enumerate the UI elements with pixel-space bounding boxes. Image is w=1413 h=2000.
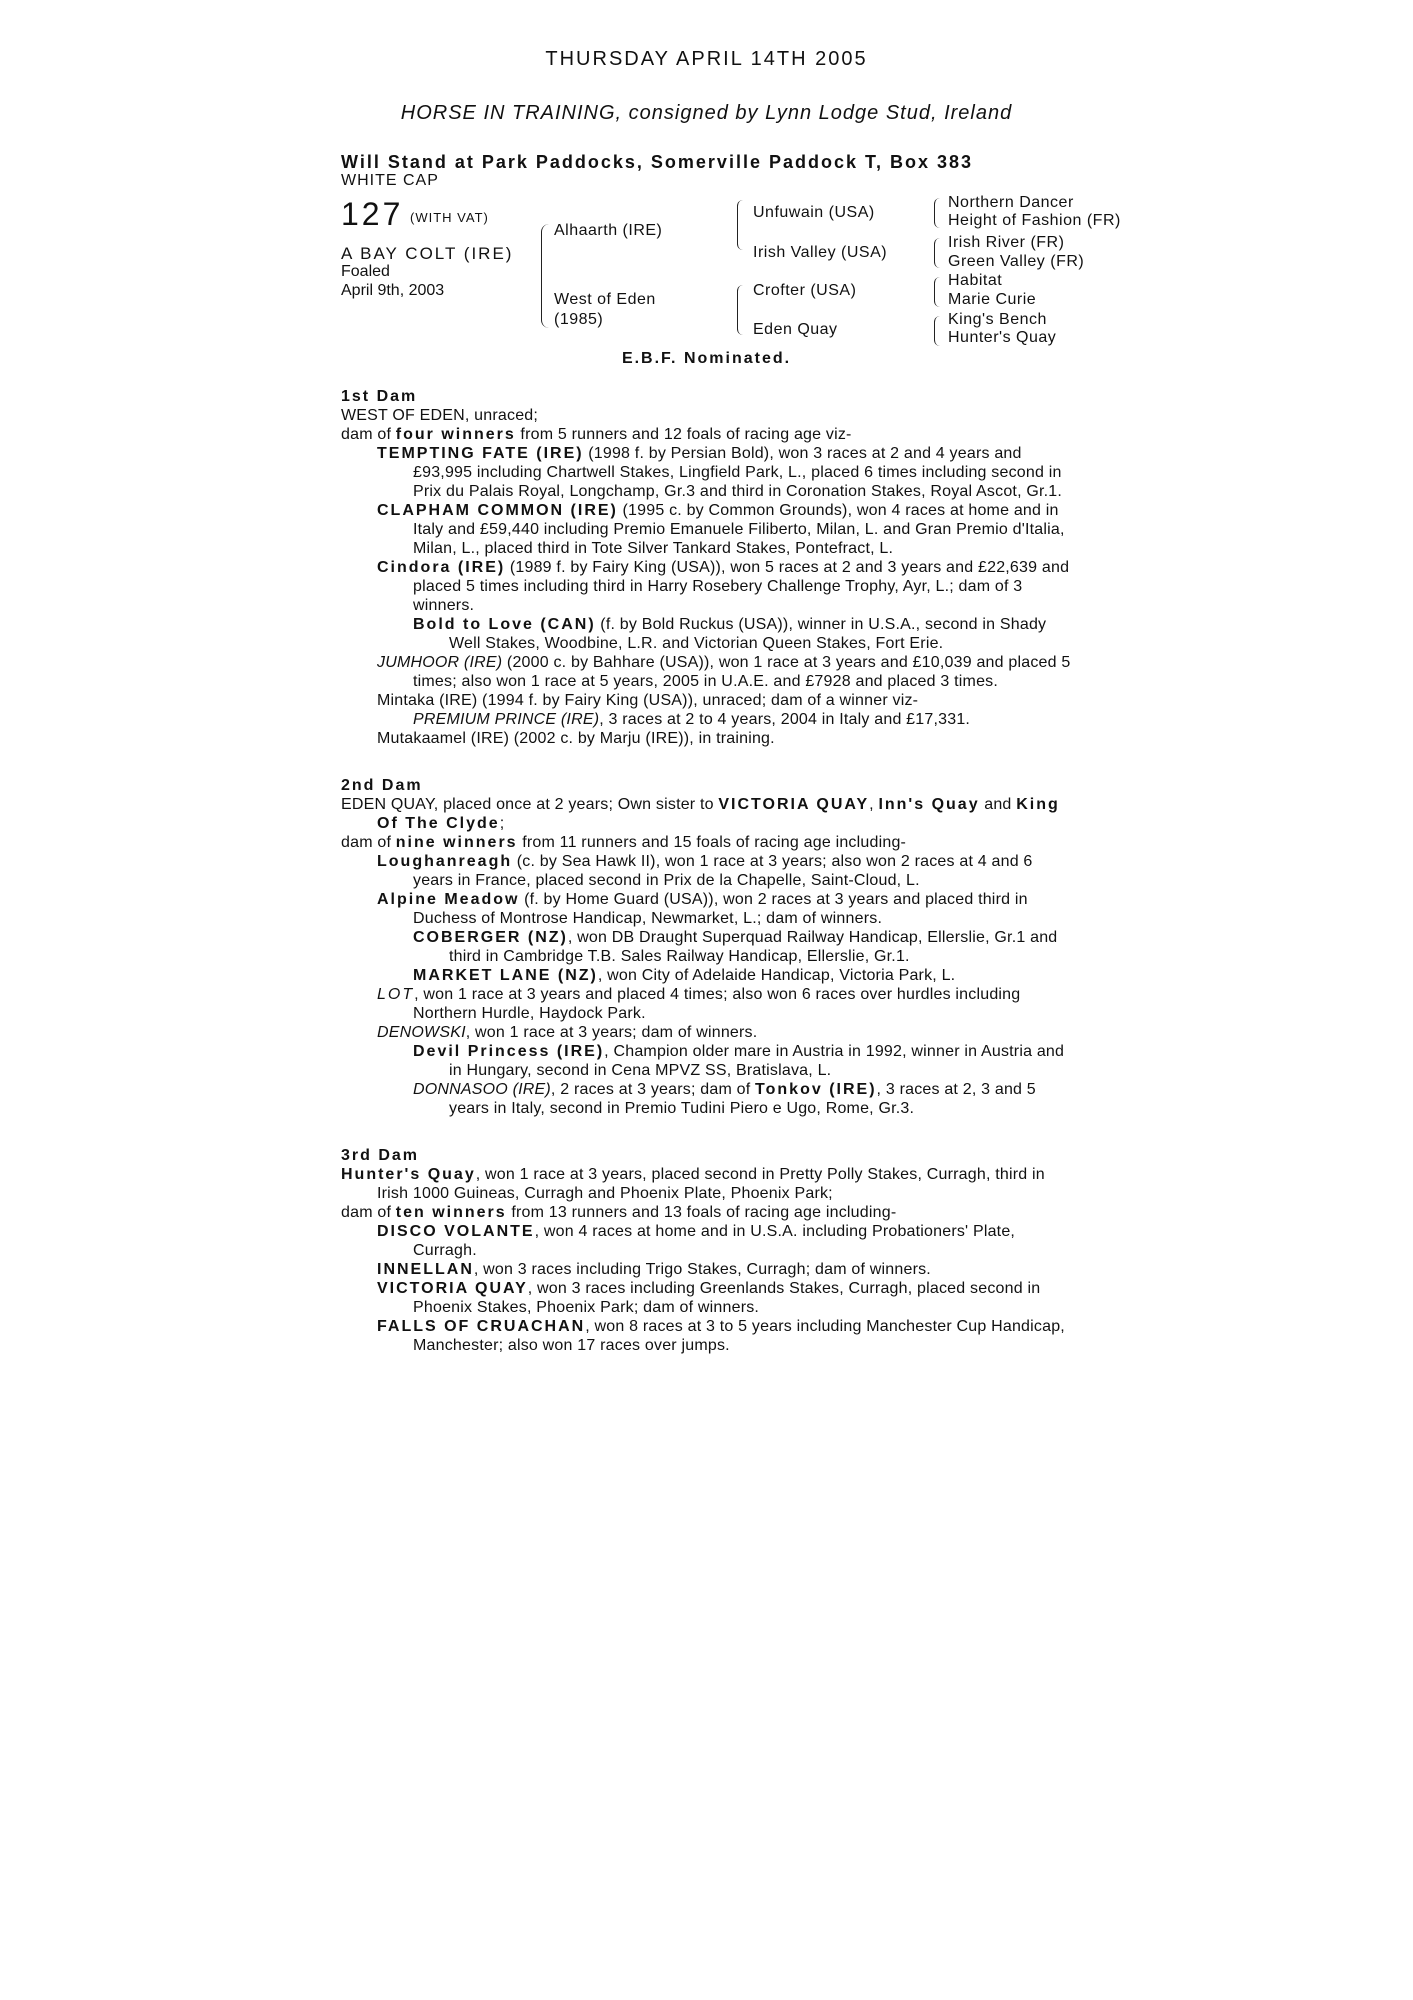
pedigree-g8: Hunter's Quay	[948, 329, 1057, 346]
pedigree-g6: Marie Curie	[948, 291, 1037, 308]
second-dam-grandproduce-item: COBERGER (NZ), won DB Draught Superquad Railway Handicap, Ellerslie, Gr.1 and third in Cambridge T.B. Sales Railway Handicap, Ellerslie, Gr.1.	[413, 929, 1058, 965]
first-dam-produce-item: Mintaka (IRE) (1994 f. by Fairy King (USA)), unraced; dam of a winner viz-	[377, 692, 919, 709]
stand-location: Will Stand at Park Paddocks, Somerville Paddock T, Box 383	[341, 152, 974, 172]
pedigree-g1: Northern Dancer	[948, 194, 1074, 211]
third-dam-produce-item: INNELLAN, won 3 races including Trigo Stakes, Curragh; dam of winners.	[377, 1261, 931, 1278]
pedigree-dam-year: (1985)	[554, 311, 604, 328]
pedigree-g7: King's Bench	[948, 311, 1047, 328]
second-dam-produce-summary: dam of nine winners from 11 runners and 15 foals of racing age including-	[341, 834, 907, 851]
first-dam-produce-item: JUMHOOR (IRE) (2000 c. by Bahhare (USA)), won 1 race at 3 years and £10,039 and placed 5 times; also won 1 race at 5 years, 2005 in U.A.E. and £7928 and placed 3 times.	[377, 654, 1071, 690]
pedigree-g5: Habitat	[948, 272, 1003, 289]
foaled-date: April 9th, 2003	[341, 282, 445, 299]
pedigree-sire-sire: Unfuwain (USA)	[753, 204, 875, 221]
pedigree-g3: Irish River (FR)	[948, 234, 1065, 251]
third-dam-produce-summary: dam of ten winners from 13 runners and 13 foals of racing age including-	[341, 1204, 897, 1221]
pedigree-brace-sire	[737, 200, 744, 250]
second-dam-grandproduce-item: Devil Princess (IRE), Champion older mare in Austria in 1992, winner in Austria and in Hungary, second in Cena MPVZ SS, Bratislava, L.	[413, 1043, 1065, 1079]
pedigree-sire-dam: Irish Valley (USA)	[753, 244, 888, 261]
first-dam-produce-item: Cindora (IRE) (1989 f. by Fairy King (USA)), won 5 races at 2 and 3 years and £22,639 and placed 5 times including third in Harry Rosebery Challenge Trophy, Ayr, L.; dam of 3 winners.	[377, 559, 1070, 614]
pedigree-brace-g2	[934, 238, 940, 268]
third-dam-line: Hunter's Quay, won 1 race at 3 years, placed second in Pretty Polly Stakes, Curragh, third in Irish 1000 Guineas, Curragh and Phoenix Plate, Phoenix Park;	[341, 1166, 1045, 1202]
first-dam-produce-item: Mutakaamel (IRE) (2002 c. by Marju (IRE)), in training.	[377, 730, 775, 747]
consignment-line: HORSE IN TRAINING, consigned by Lynn Lodge Stud, Ireland	[400, 102, 1013, 124]
pedigree-sire: Alhaarth (IRE)	[554, 222, 663, 239]
first-dam-heading: 1st Dam	[341, 388, 418, 405]
pedigree-brace-g1	[934, 198, 940, 228]
pedigree-brace-main	[541, 224, 550, 328]
first-dam-grandproduce-item: PREMIUM PRINCE (IRE), 3 races at 2 to 4 years, 2004 in Italy and £17,331.	[413, 711, 971, 728]
pedigree-dam-dam: Eden Quay	[753, 321, 838, 338]
first-dam-produce-item: TEMPTING FATE (IRE) (1998 f. by Persian Bold), won 3 races at 2 and 4 years and £93,995 including Chartwell Stakes, Lingfield Park, L., placed 6 times including second in Prix du Palais Royal, Longchamp, Gr.3 and third in Coronation Stakes, Royal Ascot, Gr.1.	[377, 445, 1063, 500]
sale-date: THURSDAY APRIL 14TH 2005	[545, 48, 868, 70]
third-dam-produce-item: FALLS OF CRUACHAN, won 8 races at 3 to 5 years including Manchester Cup Handicap, Manchester; also won 17 races over jumps.	[377, 1318, 1065, 1354]
pedigree-g4: Green Valley (FR)	[948, 253, 1085, 270]
first-dam-produce-summary: dam of four winners from 5 runners and 12 foals of racing age viz-	[341, 426, 852, 443]
catalogue-body	[341, 387, 1076, 1355]
second-dam-produce-item: DENOWSKI, won 1 race at 3 years; dam of winners.	[377, 1024, 758, 1041]
pedigree-brace-g4	[934, 316, 940, 346]
ebf-nominated: E.B.F. Nominated.	[621, 350, 792, 367]
second-dam-produce-item: Alpine Meadow (f. by Home Guard (USA)), won 2 races at 3 years and placed third in Duchess of Montrose Handicap, Newmarket, L.; dam of winners.	[377, 891, 1028, 927]
pedigree-dam-sire: Crofter (USA)	[753, 282, 857, 299]
second-dam-grandproduce-item: DONNASOO (IRE), 2 races at 3 years; dam of Tonkov (IRE), 3 races at 2, 3 and 5 years in Italy, second in Premio Tudini Piero e Ugo, Rome, Gr.3.	[413, 1081, 1036, 1117]
third-dam-produce-item: VICTORIA QUAY, won 3 races including Greenlands Stakes, Curragh, placed second in Phoenix Stakes, Phoenix Park; dam of winners.	[377, 1280, 1041, 1316]
first-dam-line: WEST OF EDEN, unraced;	[341, 407, 539, 424]
second-dam-produce-item: Loughanreagh (c. by Sea Hawk II), won 1 race at 3 years; also won 2 races at 4 and 6 years in France, placed second in Prix de la Chapelle, Saint-Cloud, L.	[377, 853, 1033, 889]
vat-label: (WITH VAT)	[410, 210, 489, 225]
second-dam-grandproduce-item: MARKET LANE (NZ), won City of Adelaide Handicap, Victoria Park, L.	[413, 967, 956, 984]
cap-colour: WHITE CAP	[341, 172, 439, 189]
first-dam-grandproduce-item: Bold to Love (CAN) (f. by Bold Ruckus (USA)), winner in U.S.A., second in Shady Well Stakes, Woodbine, L.R. and Victorian Queen Stakes, Fort Erie.	[413, 616, 1047, 652]
third-dam-produce-item: DISCO VOLANTE, won 4 races at home and in U.S.A. including Probationers' Plate, Curragh.	[377, 1223, 1016, 1259]
second-dam-produce-item: LOT, won 1 race at 3 years and placed 4 times; also won 6 races over hurdles including Northern Hurdle, Haydock Park.	[377, 986, 1021, 1022]
pedigree-g2: Height of Fashion (FR)	[948, 212, 1121, 229]
first-dam-produce-item: CLAPHAM COMMON (IRE) (1995 c. by Common Grounds), won 4 races at home and in Italy and £59,440 including Premio Emanuele Filiberto, Milan, L. and Gran Premio d'Italia, Milan, L., placed third in Tote Silver Tankard Stakes, Pontefract, L.	[377, 502, 1065, 557]
lot-number: 127	[341, 196, 404, 232]
pedigree-dam: West of Eden	[554, 291, 656, 308]
third-dam-heading: 3rd Dam	[341, 1147, 420, 1164]
foaled-label: Foaled	[341, 263, 390, 280]
pedigree-brace-dam	[737, 285, 744, 335]
pedigree-brace-g3	[934, 277, 940, 307]
horse-description: A BAY COLT (IRE)	[341, 244, 514, 263]
second-dam-heading: 2nd Dam	[341, 777, 423, 794]
second-dam-line: EDEN QUAY, placed once at 2 years; Own sister to VICTORIA QUAY, Inn's Quay and King Of The Clyde;	[341, 796, 1060, 832]
